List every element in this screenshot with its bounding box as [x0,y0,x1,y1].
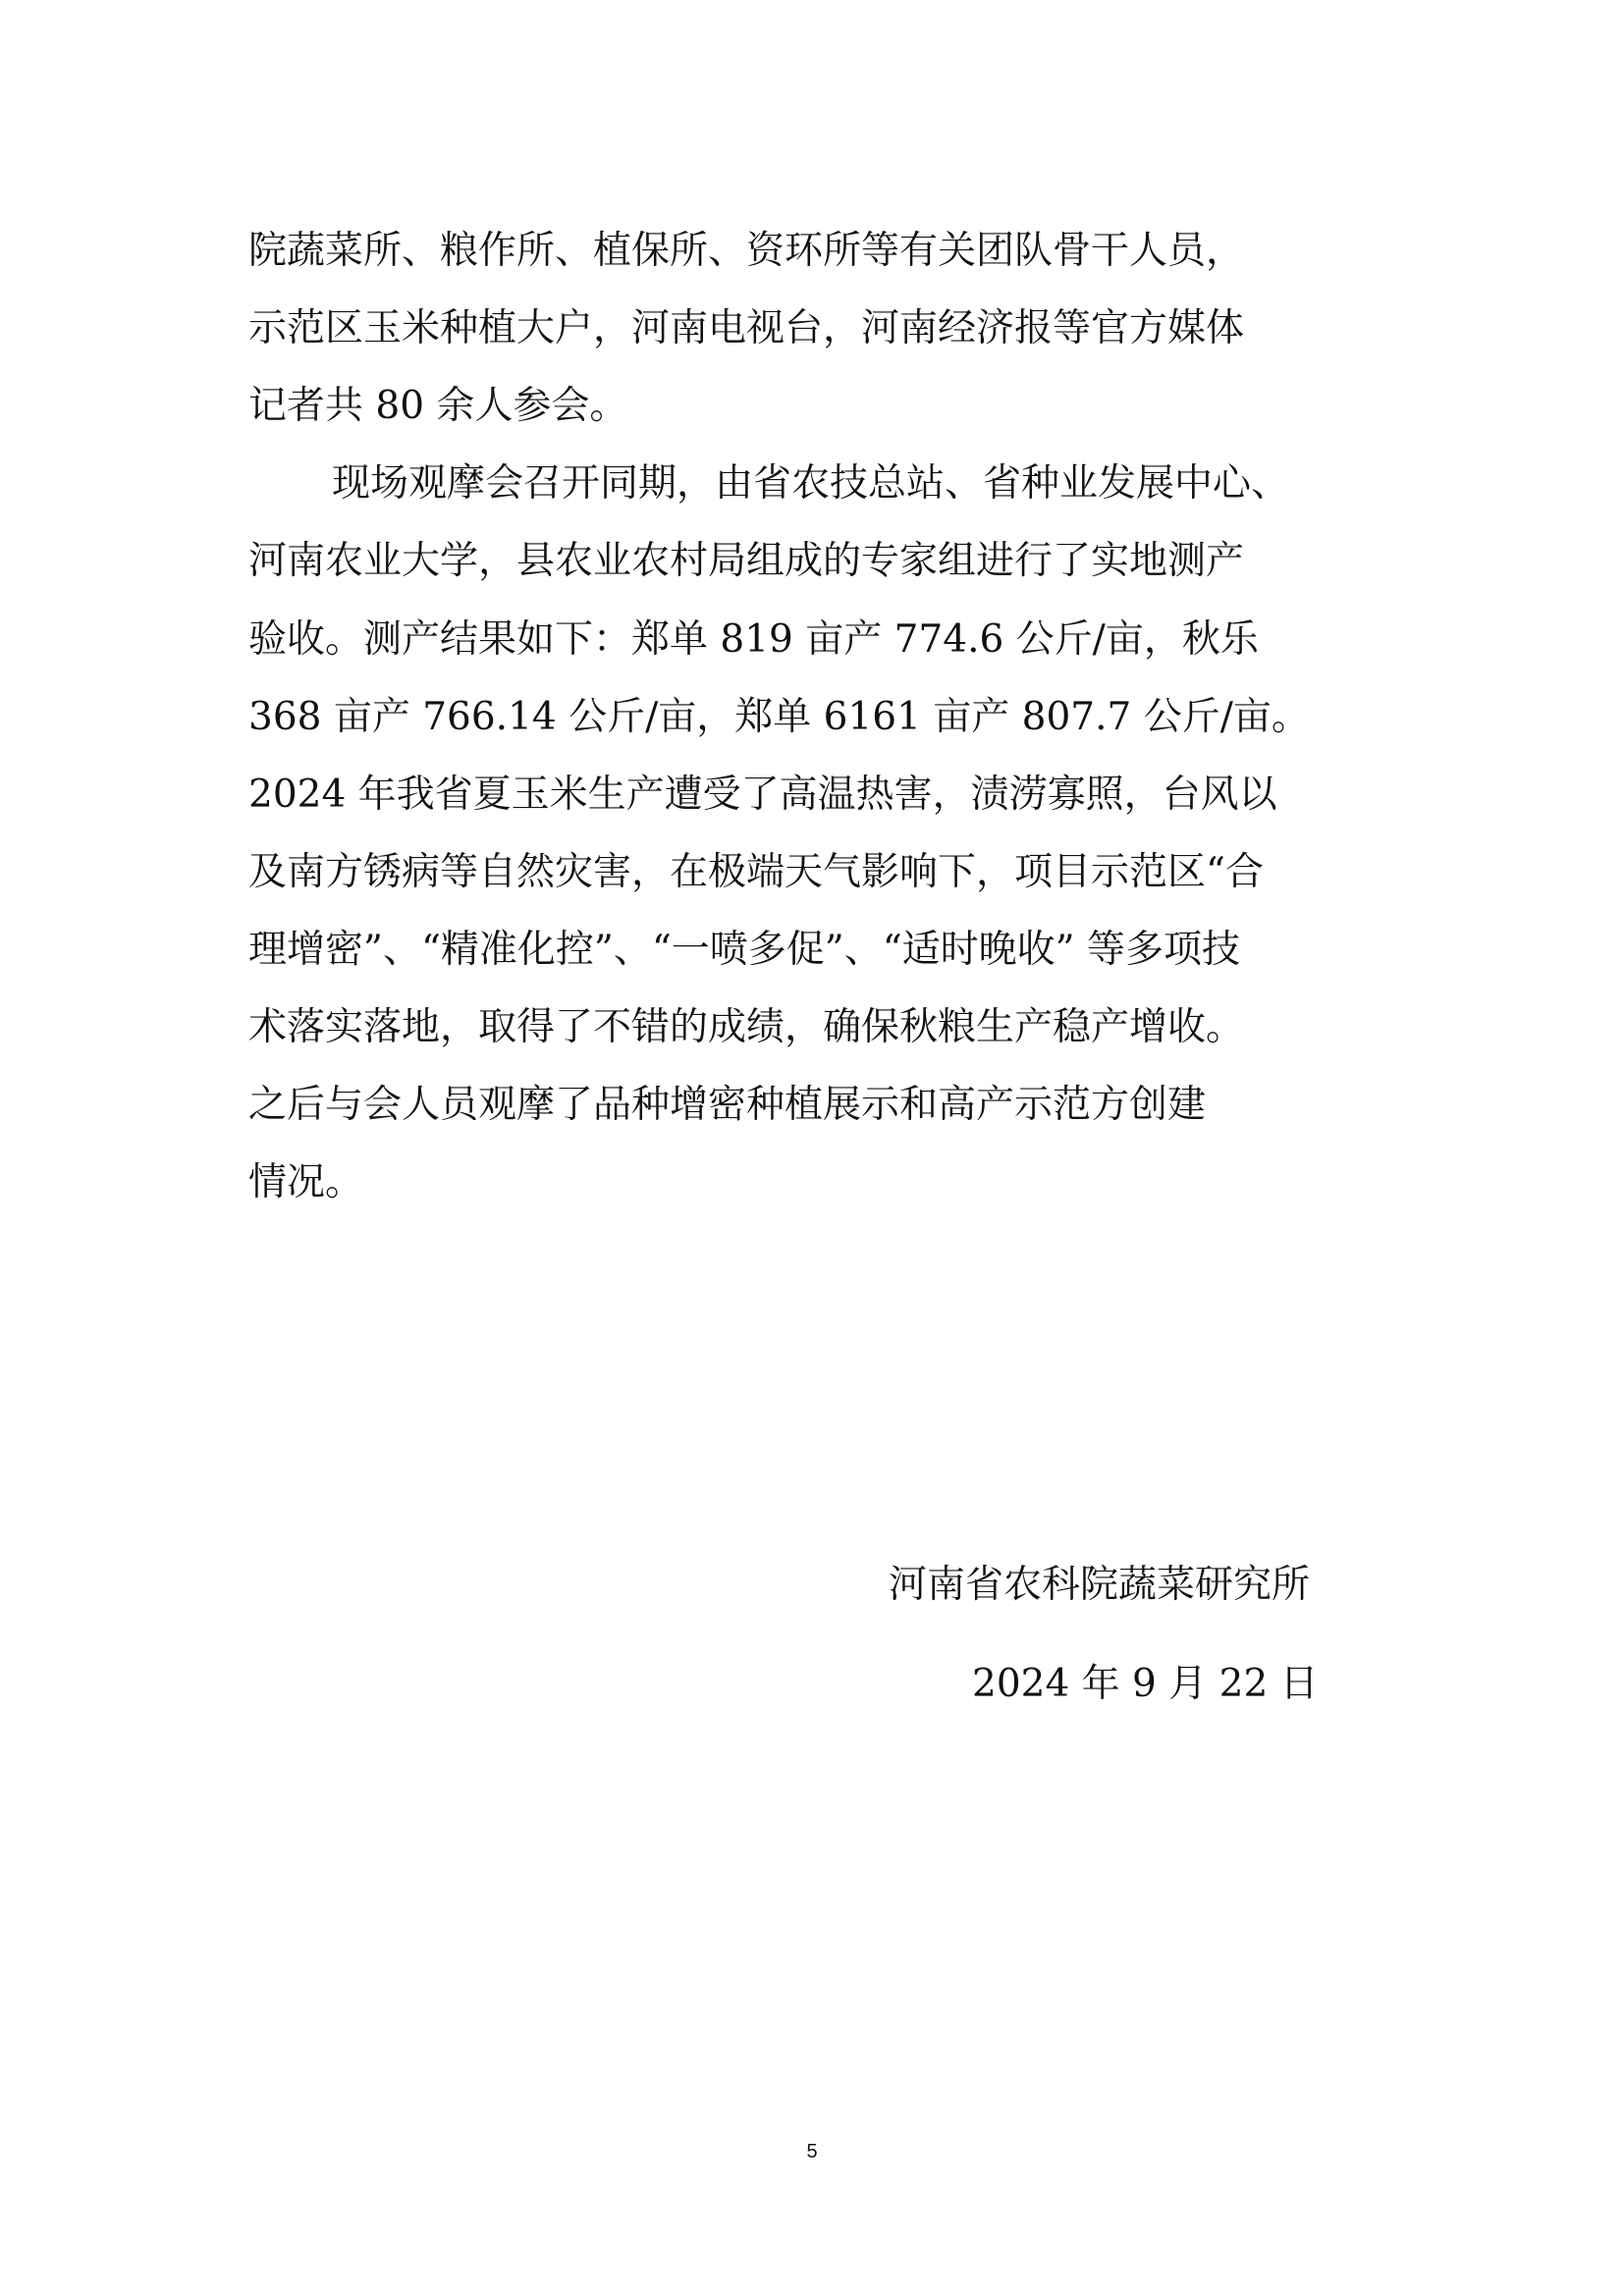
page-number: 5 [806,2141,818,2163]
signature-organization: 河南省农科院蔬菜研究所 [889,1563,1311,1607]
paragraph-line: 及南方锈病等自然灾害，在极端天气影响下，项目示范区“合 [248,850,1264,894]
paragraph-line: 示范区玉米种植大户，河南电视台，河南经济报等官方媒体 [248,306,1245,350]
paragraph-line: 河南农业大学，县农业农村局组成的专家组进行了实地测产 [248,539,1245,583]
paragraph-line: 记者共 80 余人参会。 [248,384,628,428]
paragraph-line: 院蔬菜所、粮作所、植保所、资环所等有关团队骨干人员， [248,229,1245,273]
paragraph-line: 现场观摩会召开同期，由省农技总站、省种业发展中心、 [332,461,1290,506]
paragraph-line: 术落实落地，取得了不错的成绩，确保秋粮生产稳产增收。 [248,1005,1245,1049]
paragraph-line: 368 亩产 766.14 公斤/亩，郑单 6161 亩产 807.7 公斤/亩。 [248,695,1310,739]
paragraph-line: 之后与会人员观摩了品种增密种植展示和高产示范方创建 [248,1083,1207,1127]
paragraph-line: 2024 年我省夏玉米生产遭受了高温热害，渍涝寡照，台风以 [248,773,1277,817]
paragraph-line: 情况。 [248,1160,364,1204]
paragraph-line: 验收。测产结果如下：郑单 819 亩产 774.6 公斤/亩，秋乐 [248,617,1259,662]
paragraph-line: 理增密”、“精准化控”、“一喷多促”、“适时晚收” 等多项技 [248,928,1240,972]
signature-date: 2024 年 9 月 22 日 [972,1662,1319,1706]
